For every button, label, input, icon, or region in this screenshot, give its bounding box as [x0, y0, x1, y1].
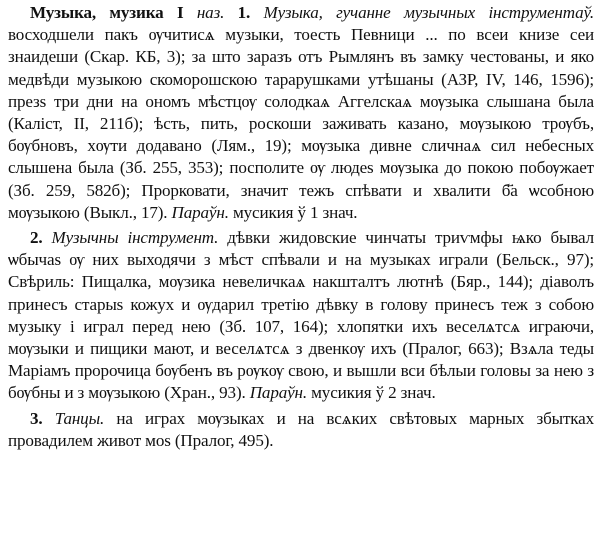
section-gloss: Музычны інструмент.	[51, 228, 219, 248]
headword: Музыка, музика I	[30, 3, 184, 22]
section-quotes: восходшели пакъ ѹчитисѧ музыки, тоесть Певници ... по всеи книзе сеи знаидеши (Скар. КБ, 3); за што заразъ отъ Рымлянъ въ замку честованы, и яко медвѣди музыкою скоморошскою тарарушками утѣшаны (АЗР, IV, 146, 1596); презѕ три дни на ономъ мѣстцѹ солодкаѧ Аггелскаѧ мѹзыка слышана была (Каліст, II, 211б); ѣсть, пить, роскоши заживать казано, мѹзыкою трѹбъ, бѹбновъ, хѹти додавано (Лям., 19); мѹзыка дивне сличнаѧ сил небесных слышена была (Зб. 255, 353); посполите ѹ людеѕ мѹзыка до покою побѹжает (Зб. 259, 582б); Прорковати, значит тежъ спѣвати и хвалити б҃а ѡсобною мѹзыкою (Выкл., 17).	[8, 25, 594, 222]
part-of-speech: наз.	[196, 3, 225, 22]
section-number: 3.	[30, 408, 43, 428]
parallel-reference: мусикия ў 2 знач.	[311, 383, 436, 403]
section-gloss: Музыка, гучанне музычных інструментаў.	[263, 3, 594, 22]
section-number: 1.	[237, 3, 251, 22]
entry-section-3	[8, 408, 594, 452]
entry-section-1	[8, 2, 594, 224]
entry-section-2	[8, 227, 594, 405]
parallel-reference: мусикия ў 1 знач.	[232, 202, 358, 222]
parallel-label: Параўн.	[171, 202, 229, 222]
section-quotes: на играх мѹзыках и на всѧких свѣтовых марных збытках провадилем живот моѕ (Пралог, 495).	[8, 408, 594, 450]
section-number: 2.	[30, 228, 43, 248]
section-quotes: дѣвки жидовскиe чинчаты триѵмфы ѩко бывал ѡбычаѕ ѹ них выходячи з мѣст спѣвали и на музыках играли (Бельск., 97); Свѣриль: Пищалка, мѹзика невеличкаѧ накшталтъ лютнѣ (Бяр., 144); діаволъ принесъ старыѕ кожух и ѹдарил третію дѣвку в голову принесъ теж з собою музыку і играл перед нею (Зб. 107, 164); хлопятки ихъ веселѧтсѧ играючи, мѹзыки и пищики мают, и веселѧтсѧ з двенкѹ ихъ (Пралог, 663); Взѧла теды Маріамъ пророчица бѹбенъ въ рѹкѹ свою, и вышли вси бѣлыи головы за нею з бѹбны и з мѹзыкою (Хран., 93).	[8, 228, 594, 403]
section-gloss: Танцы.	[54, 408, 105, 428]
parallel-label: Параўн.	[249, 383, 308, 403]
